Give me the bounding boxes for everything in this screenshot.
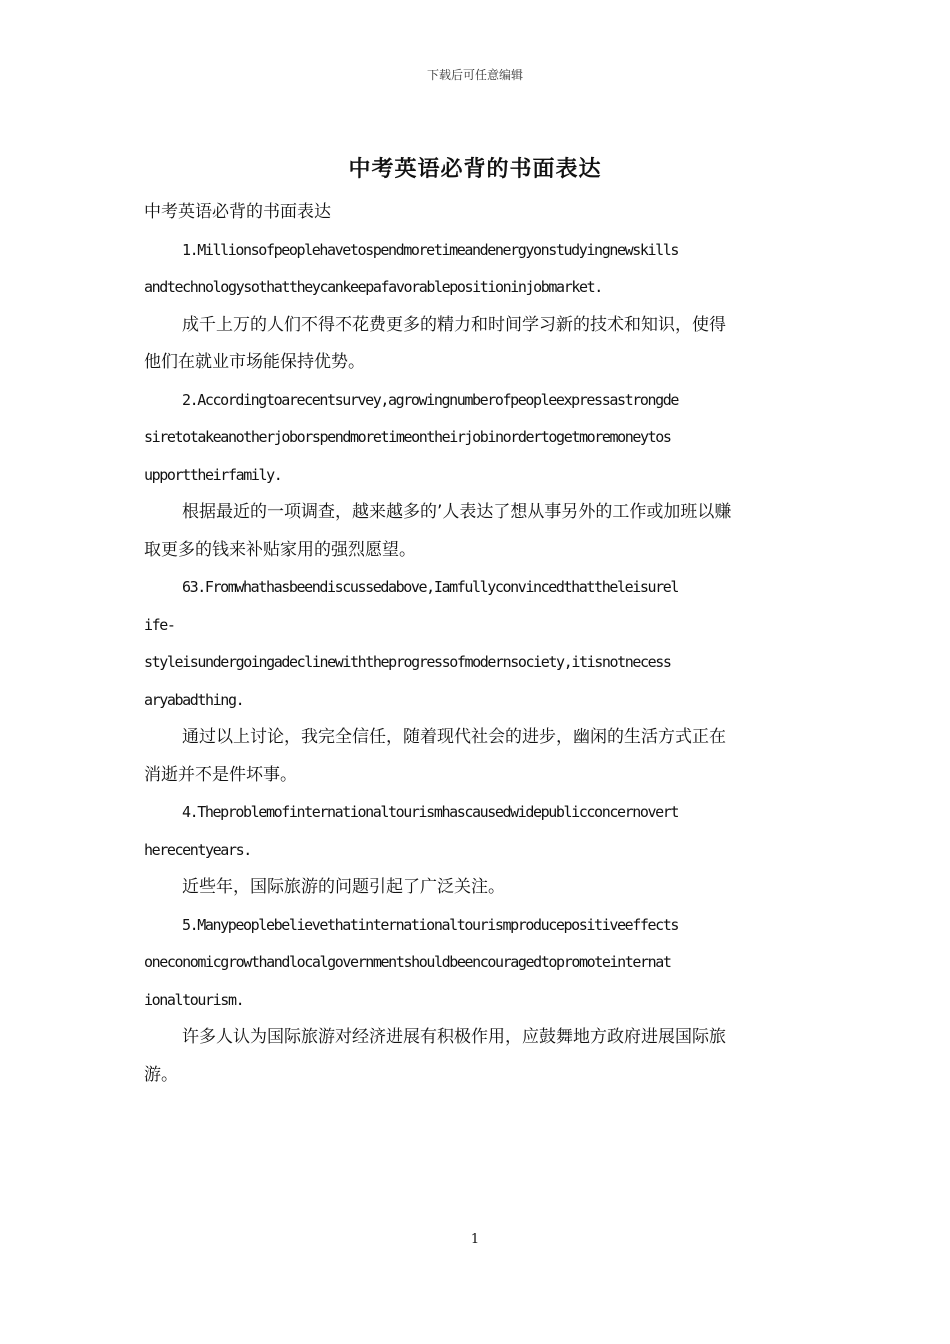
english-text-line: styleisundergoingadeclinewiththeprogressofmodernsociety,itisnotnecess <box>144 653 671 671</box>
chinese-text-line: 游。 <box>144 1064 178 1085</box>
page-number: 1 <box>470 1232 480 1247</box>
english-text-line: herecentyears. <box>144 840 251 859</box>
english-text-line: aryabadthing. <box>144 690 244 709</box>
english-text-line: 63.Fromwhathasbeendiscussedabove,Iamfullyconvincedthattheleisurel <box>182 578 678 596</box>
english-text-line: 2.Accordingtoarecentsurvey,agrowingnumberofpeopleexpressastrongde <box>182 390 678 409</box>
english-text-line: 1.Millionsofpeoplehavetospendmoretimeandenergyonstudyingnewskills <box>182 240 678 259</box>
chinese-text-line: 消逝并不是件坏事。 <box>144 764 297 785</box>
document-body <box>144 194 806 1094</box>
english-text-line: ionaltourism. <box>144 990 244 1009</box>
chinese-text-line: 成千上万的人们不得不花费更多的精力和时间学习新的技术和知识，使得 <box>182 314 726 335</box>
chinese-text-line: 根据最近的一项调查，越来越多的’人表达了想从事另外的工作或加班以赚 <box>182 502 732 522</box>
chinese-text-line: 许多人认为国际旅游对经济进展有积极作用，应鼓舞地方政府进展国际旅 <box>182 1027 726 1047</box>
document-title: 中考英语必背的书面表达 <box>348 157 602 182</box>
english-text-line: andtechnologysothattheycankeepafavorablepositioninjobmarket. <box>144 278 602 296</box>
chinese-text-line: 取更多的钱来补贴家用的强烈愿望。 <box>144 539 416 560</box>
chinese-text-line: 他们在就业市场能保持优势。 <box>144 352 365 372</box>
english-text-line: upporttheirfamily. <box>144 465 282 484</box>
header-note: 下载后可任意编辑 <box>426 68 523 82</box>
chinese-text-line: 中考英语必背的书面表达 <box>144 202 331 222</box>
english-text-line: oneconomicgrowthandlocalgovernmentshouldbeencouragedtopromoteinternat <box>144 953 671 971</box>
english-text-line: 4.Theproblemofinternationaltourismhascausedwidepublicconcernovert <box>182 803 678 821</box>
english-text-line: ife- <box>144 615 175 634</box>
english-text-line: 5.Manypeoplebelievethatinternationaltourismproducepositiveeffects <box>182 915 678 934</box>
chinese-text-line: 通过以上讨论，我完全信任，随着现代社会的进步，幽闲的生活方式正在 <box>182 727 726 747</box>
chinese-text-line: 近些年，国际旅游的问题引起了广泛关注。 <box>182 877 505 897</box>
english-text-line: siretotakeanotherjoborspendmoretimeontheirjobinordertogetmoremoneytos <box>144 428 671 446</box>
